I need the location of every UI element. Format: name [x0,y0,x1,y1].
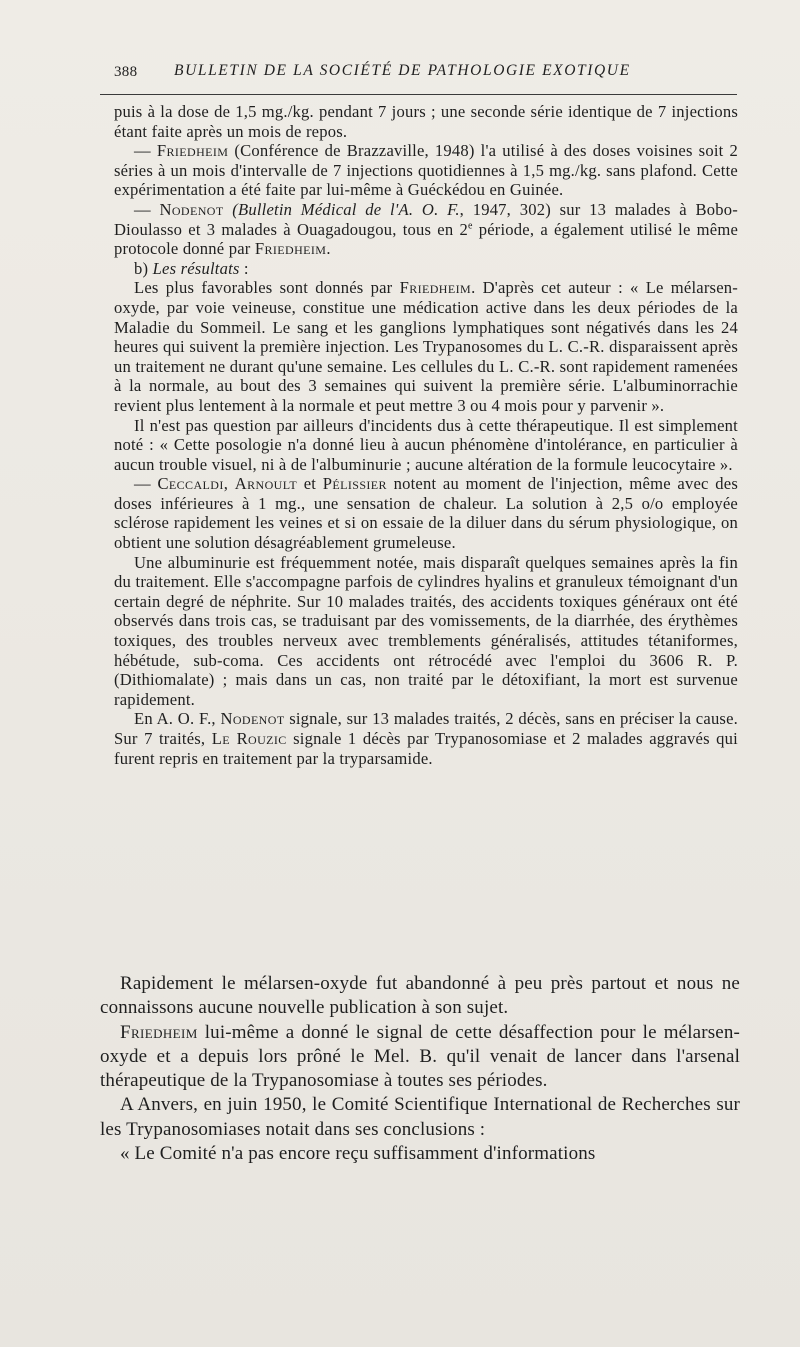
author-name: Ceccaldi [157,474,224,494]
paragraph-text: notent au moment de l'injection, même avec des doses inférieures à 1 mg., une sensation de chaleur. La solution à 2,5 o/o employée sclérose rapidement les veines et si on essaie de la diluer dans du sérum physiologique, on obtient une solution désagréablement grumeleuse. [114,474,738,553]
paragraph-text: . D'après cet auteur : « Le mélarsen-oxyde, par voie veineuse, constitue une médication active dans les deux périodes de la Maladie du Sommeil. Le sang et les ganglions lymphatiques sont négativés dans les 24 heures qui suivent la première injection. Les Trypanosomes du L. C.-R. disparaissent après un traitement ne durant qu'une semaine. Les cellules du L. C.-R. sont rapidement ramenées à la normale, au bout des 3 semaines qui suivent la première série. L'albuminorrachie revient plus lentement à la normale et peut mettre 3 ou 4 mois pour y parvenir ». [114,278,738,415]
paragraph: puis à la dose de 1,5 mg./kg. pendant 7 jours ; une seconde série identique de 7 injections étant faite après un mois de repos. [114,102,738,141]
small-print-section [114,102,738,768]
journal-title: (Bulletin Médical de l'A. O. F. [223,199,460,219]
running-title: BULLETIN DE LA SOCIÉTÉ DE PATHOLOGIE EXOTIQUE [174,62,631,79]
paragraph: Rapidement le mélarsen-oxyde fut abandonné à peu près partout et nous ne connaissons aucune nouvelle publication à son sujet. [100,973,740,1019]
paragraph-text: Les plus favorables sont donnés par [134,278,400,298]
main-text-section [100,972,740,1166]
author-name: Friedheim [399,278,472,298]
paragraph [114,200,738,259]
author-name: Nodenot [220,709,285,729]
paragraph [114,709,738,768]
page-number: 388 [114,64,138,80]
paragraph [114,278,738,415]
paragraph: A Anvers, en juin 1950, le Comité Scientifique International de Recherches sur les Trypanosomiases notait dans ses conclusions : [100,1094,740,1140]
page-header [114,62,738,88]
paragraph: « Le Comité n'a pas encore reçu suffisamment d'informations [120,1143,596,1165]
author-name: Friedheim [254,239,327,259]
paragraph-text: En A. O. F., [134,709,221,729]
separator: , [223,474,235,494]
separator: et [297,474,323,494]
paragraph: Une albuminurie est fréquemment notée, mais disparaît quelques semaines après la fin du traitement. Elle s'accompagne parfois de cylindres hyalins et granuleux témoignant d'un certain degré de néphrite. Sur 10 malades traités, des accidents toxiques généraux ont été observés dans trois cas, se traduisant par des vomissements, de la diarrhée, des érythèmes toxiques, des troubles nerveux avec tremblements généralisés, attitudes tétaniformes, hébétude, sub-coma. Ces accidents ont rétrocédé avec l'emploi du 3606 R. P. (Dithiomalate) ; mais dans un cas, non traité par le détoxifiant, la mort est survenue rapidement. [114,552,738,709]
paragraph-text: . [326,239,331,259]
author-name: Nodenot [159,199,224,219]
paragraph [114,141,738,200]
paragraph-text: signale, sur 13 malades traités, 2 décès, sans en préciser la cause. Sur 7 traités, [114,709,739,748]
superscript: e [467,220,473,232]
section-heading [114,259,738,279]
dash: — [134,474,158,494]
paragraph-text: signale 1 décès par Trypanosomiase et 2 malades aggravés qui furent repris en traitement par la tryparsamide. [114,729,738,768]
heading-label: b) [134,258,153,278]
paragraph [114,474,738,552]
paragraph-text: lui-même a donné le signal de cette désaffection pour le mélarsen-oxyde et a depuis lors prôné le Mel. B. qu'il venait de lancer dans l'arsenal thérapeutique de la Trypanosomiase à toutes ses périodes. [100,1021,740,1092]
paragraph [100,1021,740,1094]
author-name: Arnoult [234,474,298,494]
author-name: Friedheim [120,1021,198,1043]
header-rule [100,94,737,95]
author-name: Pélissier [322,474,387,494]
author-name: Friedheim [156,141,229,161]
paragraph-text: (Conférence de Brazzaville, 1948) l'a utilisé à des doses voisines soit 2 séries à un mois d'intervalle de 7 injections quotidiennes à 1,5 mg./kg. sans plafond. Cette expérimentation a été faite par lui-même à Guéckédou en Guinée. [114,141,738,200]
heading-end: : [239,258,249,278]
paragraph-text: , 1947, 302) sur 13 malades à Bobo-Dioulasso et 3 malades à Ouagadougou, tous en 2 [114,199,738,239]
dash: — [134,141,157,161]
paragraph-text: période, a également utilisé le même protocole donné par [114,219,739,259]
paragraph: Il n'est pas question par ailleurs d'incidents dus à cette thérapeutique. Il est simplement noté : « Cette posologie n'a donné lieu à aucun phénomène d'intolérance, en particulier à aucun trouble visuel, ni à de l'albuminurie ; aucune altération de la formule leucocytaire ». [114,415,738,474]
dash: — [134,199,160,219]
author-name: Le Rouzic [211,729,287,748]
heading-text: Les résultats [152,258,240,278]
